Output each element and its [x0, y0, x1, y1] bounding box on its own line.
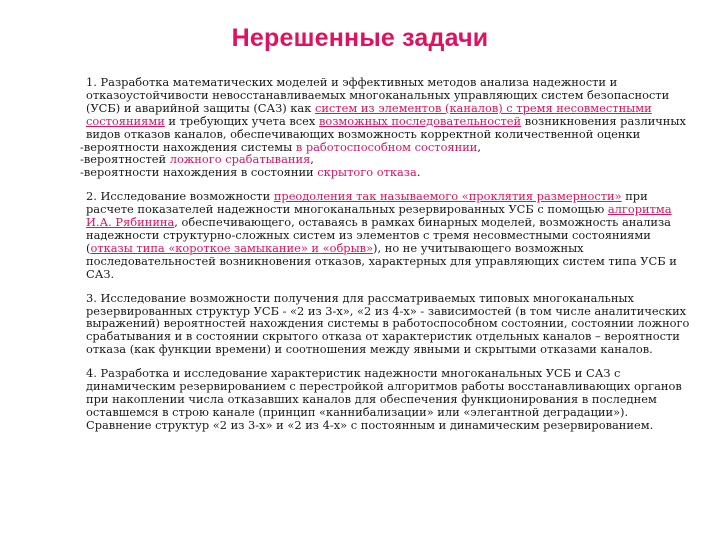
p2-text-2: при расчете показателей надежности многоканальных резервированных УСБ с помощью	[86, 189, 648, 217]
p1-highlight-1: систем из элементов (каналов) с тремя несовместными состояниями	[86, 100, 652, 128]
p1-l1a: -вероятности нахождения системы	[80, 139, 296, 154]
p1-text-2: и требующих учета всех	[164, 113, 319, 128]
p1-l1c: ,	[477, 139, 482, 154]
content-body	[80, 76, 694, 432]
paragraph-2	[80, 190, 694, 280]
p2-text-1: 2. Исследование возможности	[86, 189, 274, 204]
paragraph-4: 4. Разработка и исследование характеристик надежности многоканальных УСБ и САЗ с динамическим резервированием с перестройкой алгоритмов работы восстанавливающих органов при накоплении числа отказавших каналов для обеспечения функционирования в последнем оставшемся в строю канале (принцип «каннибализации» или «элегантной деградации»). Сравнение структур «2 из 3-х» и «2 из 4-х» с постоянным и динамическим резервированием.	[86, 366, 682, 432]
p2-text-4: ), но не учитывающего возможных последовательностей возникновения отказов, характерных для управляющих систем типа УСБ и САЗ.	[86, 240, 677, 281]
p2-text-3: , обеспечивающего, оставаясь в рамках бинарных моделей, возможность анализа надежности структурно-сложных систем из элементов с тремя несовместными состояниями (	[86, 215, 671, 255]
paragraph-1	[80, 76, 694, 141]
p2-highlight-3: отказы типа «короткое замыкание» и «обрыв»	[90, 240, 374, 255]
page-title: Нерешенные задачи	[231, 24, 489, 52]
p1-l3a: -вероятности нахождения в состоянии	[80, 165, 318, 180]
p2-highlight-1: преодоления так называемого «проклятия размерности»	[273, 189, 622, 204]
p1-l2a: -вероятностей	[80, 152, 170, 167]
p1-list-item-3	[80, 166, 694, 179]
p1-l3b: скрытого отказа	[317, 165, 417, 180]
p2-highlight-2: алгоритма И.А. Рябинина	[86, 202, 672, 230]
p1-text-3: возникновения различных видов отказов каналов, обеспечивающих возможность корректной количественной оценки	[86, 113, 686, 141]
p1-highlight-2: возможных последовательностей	[318, 113, 522, 128]
p1-l3c: .	[416, 165, 421, 180]
p1-l2b: ложного срабатывания	[169, 152, 311, 167]
p1-text-1: 1. Разработка математических моделей и эффективных методов анализа надежности и отказоустойчивости невосстанавливаемых многоканальных управляющих систем безопасности (УСБ) и аварийной защиты (САЗ) как	[86, 75, 670, 115]
p1-l2c: ,	[310, 152, 314, 167]
p1-l1b: в работоспособном состоянии	[295, 139, 478, 154]
paragraph-3: 3. Исследование возможности получения для рассматриваемых типовых многоканальных резервированных структур УСБ - «2 из 3-х», «2 из 4-х» - зависимостей (в том числе аналитических выражений) вероятностей нахождения системы в работоспособном состоянии, состоянии ложного срабатывания и в состоянии скрытого отказа от характеристик отдельных каналов – вероятности отказа (как функции времени) и соотношения между явными и скрытыми отказами каналов.	[86, 290, 690, 357]
